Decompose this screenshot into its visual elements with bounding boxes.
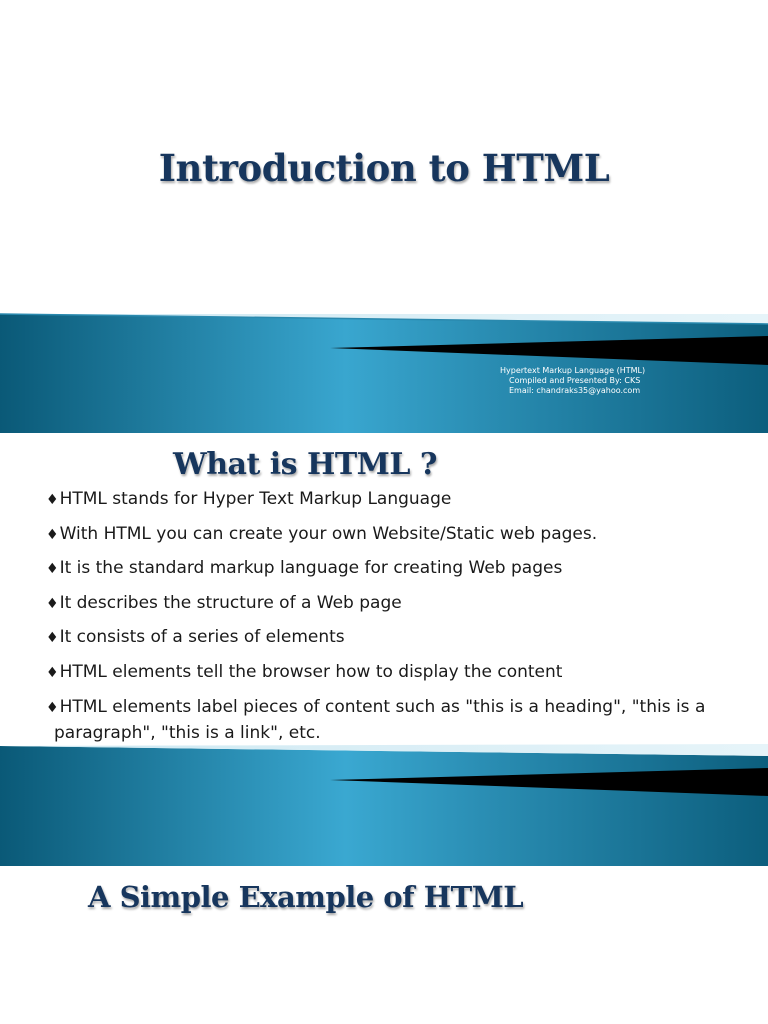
bullet-text: It is the standard markup language for creating Web pages xyxy=(59,558,563,579)
bullet-item xyxy=(46,557,758,592)
diamond-bullet-icon: ♦ xyxy=(46,664,59,681)
bullet-item xyxy=(46,626,758,661)
bullet-item xyxy=(46,592,758,627)
bullet-text-continuation: paragraph", "this is a link", etc. xyxy=(54,722,321,743)
bullet-text: HTML stands for Hyper Text Markup Language xyxy=(59,489,452,509)
bullet-list xyxy=(46,488,758,744)
diamond-bullet-icon: ♦ xyxy=(46,630,59,647)
bullet-item xyxy=(46,488,758,523)
diamond-bullet-icon: ♦ xyxy=(46,595,59,612)
info-line-presenter: Compiled and Presented By: CKS xyxy=(509,376,641,385)
slide-title: Introduction to HTML xyxy=(158,146,610,190)
bullet-text: With HTML you can create your own Website/Static web pages. xyxy=(59,523,598,544)
bullet-text: HTML elements label pieces of content such as "this is a heading", "this is a xyxy=(59,696,706,717)
diamond-bullet-icon: ♦ xyxy=(46,561,59,578)
bullet-text: It describes the structure of a Web page xyxy=(59,592,402,613)
what-is-html-slide xyxy=(0,433,768,866)
bullet-text: It consists of a series of elements xyxy=(59,627,345,648)
bullet-text: HTML elements tell the browser how to display the content xyxy=(59,661,563,682)
presenter-info xyxy=(500,366,645,396)
info-line-subtitle: Hypertext Markup Language (HTML) xyxy=(500,366,646,375)
info-line-email: Email: chandraks35@yahoo.com xyxy=(509,386,641,395)
title-slide xyxy=(0,0,768,433)
banner-swoosh xyxy=(0,300,768,433)
slide-heading: A Simple Example of HTML xyxy=(88,880,524,914)
diamond-bullet-icon: ♦ xyxy=(46,492,59,508)
diamond-bullet-icon: ♦ xyxy=(46,699,59,716)
banner-swoosh xyxy=(0,730,768,866)
bullet-item xyxy=(46,523,758,558)
slide-heading: What is HTML ? xyxy=(173,447,437,482)
diamond-bullet-icon: ♦ xyxy=(46,526,59,543)
simple-example-slide xyxy=(0,866,768,1024)
